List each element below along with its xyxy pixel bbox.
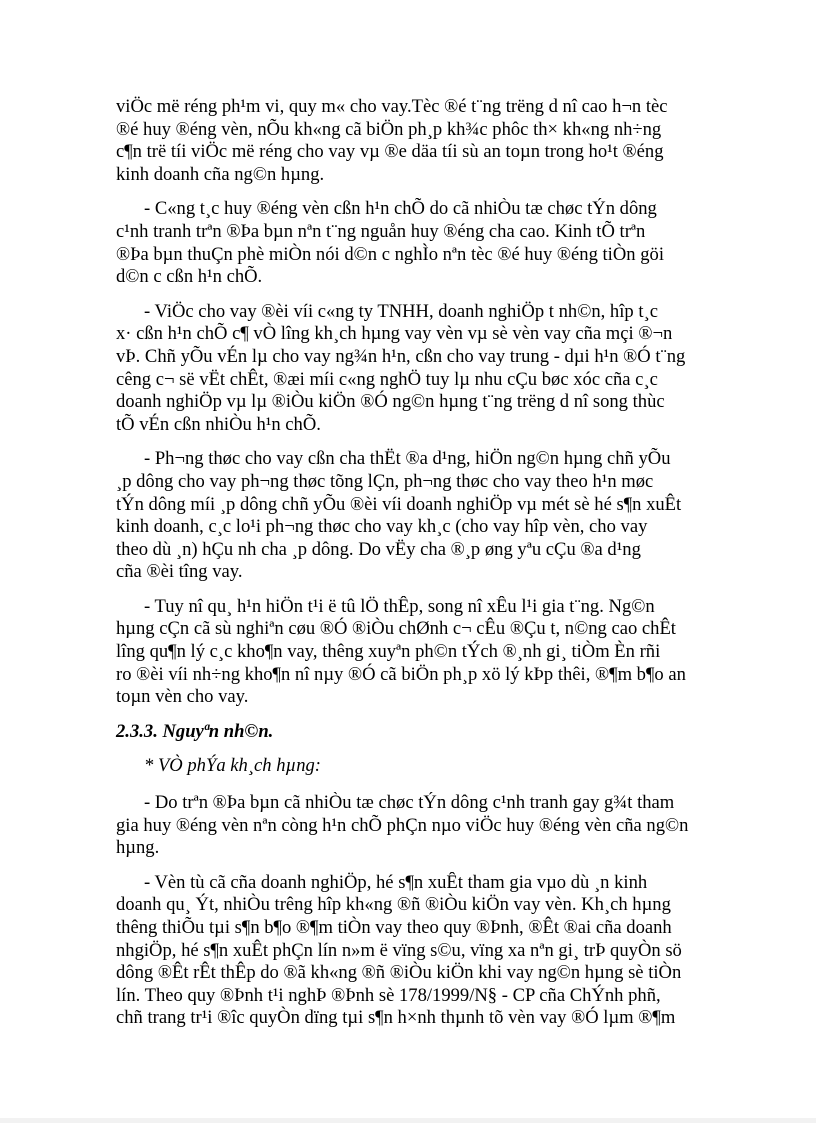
- text-line: cêng c¬ së vËt chÊt, ®æi míi c«ng nghÖ tuy lµ nhu cÇu bøc xóc cña c¸c: [116, 368, 658, 390]
- text-line: kinh doanh, c¸c lo¹i ph¬ng thøc cho vay kh¸c (cho vay hîp vèn, cho vay: [116, 516, 648, 538]
- text-line: - ViÖc cho vay ®èi víi c«ng ty TNHH, doanh nghiÖp t nh©n, hîp t¸c: [144, 300, 658, 322]
- subsection-heading: * VÒ phÝa kh¸ch hµng:: [144, 755, 321, 777]
- text-line: cña ®èi tîng vay.: [116, 561, 243, 583]
- text-line: - Ph¬ng thøc cho vay cßn cha thËt ®a d¹ng, hiÖn ng©n hµng chñ yÕu: [144, 448, 671, 470]
- text-line: tÝn dông míi ¸p dông chñ yÕu ®èi víi doanh nghiÖp vµ mét sè hé s¶n xuÊt: [116, 493, 682, 515]
- paragraph-1: [116, 96, 696, 186]
- text-line: ®é huy ®éng vèn, nÕu kh«ng cã biÖn ph¸p kh¾c phôc th× kh«ng nh÷ng: [116, 118, 662, 140]
- text-line: lîng qu¶n lý c¸c kho¶n vay, thêng xuyªn ph©n tÝch ®¸nh gi¸ tiÒm Èn rñi: [116, 641, 661, 663]
- text-line: dông ®Êt rÊt thÊp do ®ã kh«ng ®ñ ®iÒu kiÖn khi vay ng©n hµng sè tiÒn: [116, 962, 682, 984]
- text-line: kinh doanh cña ng©n hµng.: [116, 163, 325, 185]
- text-line: gia huy ®éng vèn nªn còng h¹n chÕ phÇn nµo viÖc huy ®éng vèn cña ng©n: [116, 814, 689, 836]
- paragraph-6: [116, 792, 696, 860]
- text-line: d©n c cßn h¹n chÕ.: [116, 266, 263, 288]
- document-page: [116, 96, 696, 1042]
- text-line: chñ trang tr¹i ®îc quyÒn dïng tµi s¶n h×nh thµnh tõ vèn vay ®Ó lµm ®¶m: [116, 1007, 676, 1029]
- text-line: toµn vèn cho vay.: [116, 686, 249, 708]
- text-line: lín. Theo quy ®Þnh t¹i nghÞ ®Þnh sè 178/1999/N§ - CP cña ChÝnh phñ,: [116, 984, 661, 1006]
- paragraph-5: [116, 596, 696, 709]
- text-line: doanh nghiÖp vµ lµ ®iÒu kiÖn ®Ó ng©n hµng t¨ng trëng d nî song thùc: [116, 391, 665, 413]
- text-line: ®Þa bµn thuÇn phè miÒn nói d©n c nghÌo nªn tèc ®é huy ®éng tiÒn göi: [116, 243, 664, 265]
- text-line: thêng thiÕu tµi s¶n b¶o ®¶m tiÒn vay theo quy ®Þnh, ®Êt ®ai cña doanh: [116, 917, 672, 938]
- text-line: c¶n trë tíi viÖc më réng cho vay vµ ®e däa tíi sù an toµn trong ho¹t ®éng: [116, 141, 664, 163]
- text-line: tÕ vÉn cßn nhiÒu h¹n chÕ.: [116, 413, 321, 435]
- text-line: hµng.: [116, 837, 160, 859]
- paragraph-2: [116, 198, 696, 288]
- paragraph-7: [116, 872, 696, 1030]
- text-line: - Tuy nî qu¸ h¹n hiÖn t¹i ë tû lÖ thÊp, song nî xÊu l¹i gia t¨ng. Ng©n: [144, 595, 655, 617]
- text-line: nhgiÖp, hé s¶n xuÊt phÇn lín n»m ë vïng s©u, vïng xa nªn gi¸ trÞ quyÒn sö: [116, 939, 682, 961]
- text-line: - Do trªn ®Þa bµn cã nhiÒu tæ chøc tÝn dông c¹nh tranh gay g¾t tham: [144, 792, 675, 814]
- text-line: ¸p dông cho vay ph¬ng thøc tõng lÇn, ph¬ng thøc cho vay theo h¹n møc: [116, 470, 654, 492]
- text-line: doanh qu¸ Ýt, nhiÒu trêng hîp kh«ng ®ñ ®iÒu kiÖn vay vèn. Kh¸ch hµng: [116, 894, 671, 916]
- text-line: vÞ. Chñ yÕu vÉn lµ cho vay ng¾n h¹n, cßn cho vay trung - dµi h¹n ®Ó t¨ng: [116, 345, 686, 367]
- text-line: viÖc më réng ph¹m vi, quy m« cho vay.Tèc ®é t¨ng trëng d nî cao h¬n tèc: [116, 96, 668, 117]
- paragraph-3: [116, 301, 696, 437]
- paragraph-4: [116, 448, 696, 584]
- text-line: hµng cÇn cã sù nghiªn cøu ®Ó ®iÒu chØnh c¬ cÊu ®Çu t, n©ng cao chÊt: [116, 618, 676, 640]
- text-line: x· cßn h¹n chÕ c¶ vÒ lîng kh¸ch hµng vay vèn vµ sè vèn vay cña mçi ®¬n: [116, 323, 673, 345]
- text-line: - C«ng t¸c huy ®éng vèn cßn h¹n chÕ do cã nhiÒu tæ chøc tÝn dông: [144, 198, 657, 220]
- text-line: c¹nh tranh trªn ®Þa bµn nªn t¨ng nguån huy ®éng cha cao. Kinh tÕ trªn: [116, 220, 646, 242]
- text-line: ro ®èi víi nh÷ng kho¶n nî nµy ®Ó cã biÖn ph¸p xö lý kÞp thêi, ®¶m b¶o an: [116, 663, 686, 685]
- text-line: theo dù ¸n) hÇu nh cha ¸p dông. Do vËy cha ®¸p øng yªu cÇu ®a d¹ng: [116, 538, 641, 560]
- section-heading: 2.3.3. Nguyªn nh©n.: [116, 720, 274, 742]
- text-line: - Vèn tù cã cña doanh nghiÖp, hé s¶n xuÊt tham gia vµo dù ¸n kinh: [144, 871, 648, 893]
- page-bottom-edge: [0, 1118, 816, 1123]
